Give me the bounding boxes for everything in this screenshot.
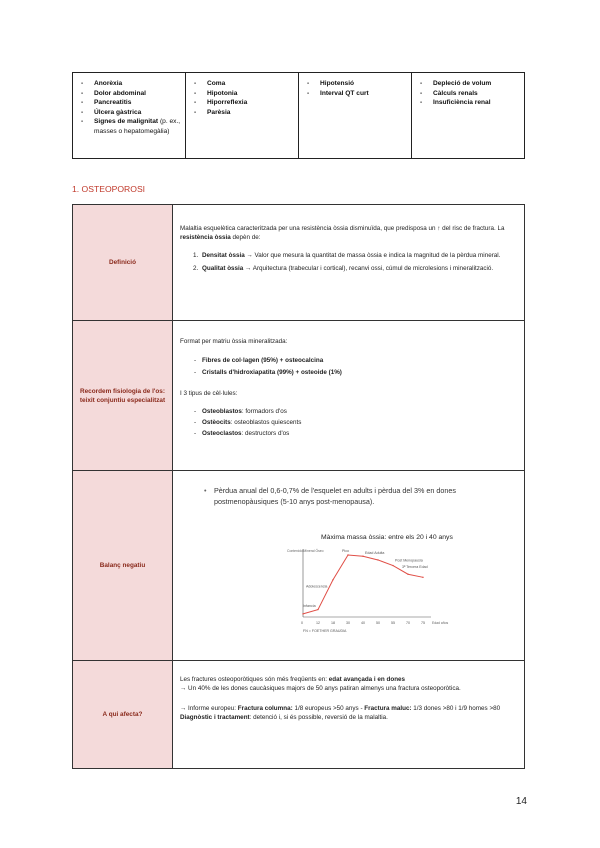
- list-item: - Coma: [194, 79, 294, 89]
- list-item: - Fibres de col·lagen (95%) + osteocalcina: [180, 356, 516, 365]
- list-item: - Osteoblastos: formadors d'os: [180, 407, 516, 416]
- osteoporosis-table: [72, 204, 525, 769]
- symptoms-col-renal: [412, 73, 524, 158]
- row-content: Les fractures osteoporòtiques són més freqüents en: edat avançada i en dones → Un 40% de les dones caucàsiques majors de 50 anys patiran almenys una fractura osteoporòtica. → Informe europeu: Fractura columna: 1/8 europeus >50 anys - Fractura maluc: 1/3 dones >80 i 1/9 homes >80 Diagnòstic i tractament: detenció i, si és possible, reversió de la malaltia.: [180, 676, 501, 722]
- chart-annotation: Pico: [342, 549, 349, 553]
- chart-annotation: 3ª Tercera Edad: [402, 565, 428, 570]
- row-content: Format per matriu òssia mineralitzada: - Fibres de col·lagen (95%) + osteocalcina - Cristalls d'hidroxiapatita (99%) + osteoide (1%) I 3 tipus de cèl·lules: - Osteoblastos: formadors d'os - Ostèocits: osteoblastos quiescents - Osteoclastos: destructors d'os: [173, 321, 524, 470]
- list-item: - Parèsia: [194, 108, 294, 118]
- data-point: [332, 579, 333, 580]
- list-item: - Hiporreflexia: [194, 98, 294, 108]
- data-point: [392, 565, 393, 566]
- row-label: Recordem fisiologia de l'os: teixit conjuntiu especialitzat: [73, 321, 173, 470]
- list-item: - Ostèocits: osteoblastos quiescents: [180, 418, 516, 427]
- symptoms-col-digestive: [73, 73, 186, 158]
- chart-annotation: Adolescencia: [306, 584, 328, 589]
- table-row-afecta: [73, 661, 524, 768]
- table-row-definicio: [73, 205, 524, 321]
- x-tick-label: 50: [376, 621, 380, 625]
- page-number: 14: [515, 796, 527, 807]
- list-item: - Insuficiència renal: [420, 98, 520, 108]
- table-row-balanc: [73, 471, 524, 661]
- row-content: Malaltia esquelètica caracteritzada per una resistència òssia disminuïda, que predisposa un ↑ del risc de fractura. La resistència òssia depèn de: 1. Densitat òssia → Valor que mesura la quantitat de massa òssia e indica la magnitud de la pèrdua mineral. 2. Qualitat òssia → Arquitectura (trabecular i cortical), recanvi ossi, cúmul de microlesions i mineralització.: [173, 205, 524, 320]
- list-item: 1. Densitat òssia → Valor que mesura la quantitat de massa òssia e indica la magnitud de la pèrdua mineral.: [193, 251, 501, 259]
- chart-annotation: Edad Adulta: [365, 551, 385, 556]
- list-item: - Signes de malignitat (p. ex., masses o hepatomegàlia): [81, 117, 181, 136]
- data-point: [302, 613, 303, 614]
- list-item: - Càlculs renals: [420, 89, 520, 99]
- symptoms-table: [72, 72, 525, 159]
- x-tick-label: 55: [391, 621, 395, 625]
- row-content: [173, 471, 524, 660]
- x-tick-label: 70: [406, 621, 410, 625]
- x-tick-label: 12: [316, 621, 320, 625]
- list-item: 2. Qualitat òssia → Arquitectura (trabecular i cortical), recanvi ossi, cúmul de microlesions i mineralització.: [193, 265, 494, 273]
- x-tick-label: 40: [361, 621, 365, 625]
- row-label: Definició: [73, 205, 173, 320]
- row-label: A qui afecta?: [73, 661, 173, 768]
- x-tick-label: 75: [421, 621, 425, 625]
- list-item: • Pèrdua anual del 0,6-0,7% de l'esquelet en adults i pèrdua del 3% en dones postmenopàusiques (5-10 anys post-menopausa).: [180, 485, 516, 507]
- chart-footnote: FN = FOETHER GRAUDIA: [303, 629, 347, 633]
- x-tick-label: 18: [331, 621, 335, 625]
- section-title: 1. OSTEOPOROSI: [72, 184, 146, 194]
- list-item: - Úlcera gàstrica: [81, 108, 181, 118]
- data-point: [422, 577, 423, 578]
- data-point: [377, 559, 378, 560]
- chart-y-label: Contenido Mineral Óseo: [287, 549, 324, 553]
- symptoms-col-cardio: [299, 73, 412, 158]
- list-item: - Dolor abdominal: [81, 89, 181, 99]
- list-item: - Osteoclastos: destructors d'os: [180, 429, 516, 438]
- list-item: - Cristalls d'hidroxiapatita (99%) + osteoide (1%): [180, 368, 516, 377]
- list-item: - Interval QT curt: [307, 89, 407, 99]
- bone-mass-chart: [281, 531, 461, 641]
- chart-annotation: Infancia: [303, 603, 316, 608]
- data-point: [407, 574, 408, 575]
- list-item: - Hipotensió: [307, 79, 407, 89]
- list-item: - Depleció de volum: [420, 79, 520, 89]
- x-tick-label: 30: [346, 621, 350, 625]
- chart-annotation: Post Menopausia: [395, 558, 423, 563]
- chart-x-label: Edad años: [432, 621, 449, 625]
- symptoms-col-neuro: [186, 73, 299, 158]
- data-point: [317, 609, 318, 610]
- data-point: [362, 556, 363, 557]
- list-item: - Pancreatitis: [81, 98, 181, 108]
- list-item: - Anorèxia: [81, 79, 181, 89]
- x-tick-label: 0: [301, 621, 303, 625]
- table-row-fisiologia: [73, 321, 524, 471]
- data-point: [347, 554, 348, 555]
- list-item: - Hipotonia: [194, 89, 294, 99]
- row-label: Balanç negatiu: [73, 471, 173, 660]
- chart-title: Màxima massa òssia: entre els 20 i 40 anys: [321, 534, 453, 541]
